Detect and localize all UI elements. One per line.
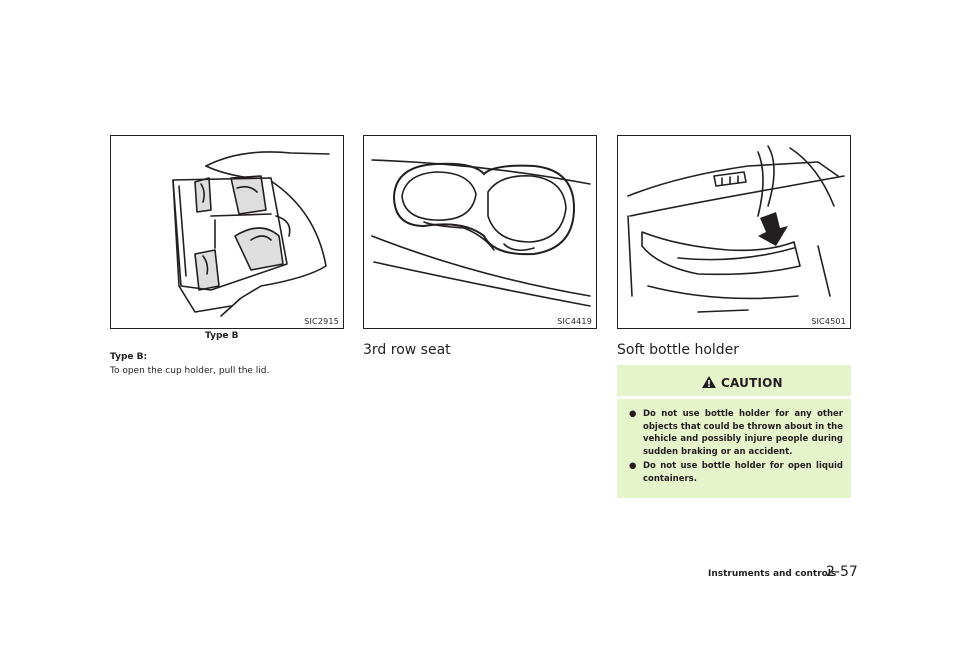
- caution-item: ● Do not use bottle holder for any other objects that could be thrown about in the vehicle and possibly injure people during sudden braking or an accident.: [629, 409, 843, 457]
- figure-code: SIC4501: [811, 317, 846, 326]
- bullet: ●: [629, 461, 637, 471]
- type-b-label: Type B:: [110, 352, 148, 362]
- figure-3rd-row-cup-holders: [363, 135, 597, 329]
- caution-item: ● Do not use bottle holder for open liquid containers.: [629, 461, 843, 484]
- page-number: 2-57: [826, 564, 858, 580]
- heading-3rd-row-seat: 3rd row seat: [363, 342, 451, 358]
- heading-soft-bottle-holder: Soft bottle holder: [617, 342, 740, 358]
- third-row-cup-holder-illustration: [364, 136, 596, 328]
- figure-code: SIC4419: [557, 317, 592, 326]
- type-b-instruction: To open the cup holder, pull the lid.: [110, 366, 270, 376]
- figure-soft-bottle-holder: [617, 135, 851, 329]
- caution-title: CAUTION: [721, 376, 783, 390]
- figure-code: SIC2915: [304, 317, 339, 326]
- cup-holder-illustration: [111, 136, 343, 328]
- bottle-holder-illustration: [618, 136, 850, 328]
- footer-section-title: Instruments and controls: [708, 569, 837, 579]
- bullet: ●: [629, 409, 637, 419]
- caution-box: [617, 365, 851, 498]
- warning-triangle-icon: [701, 375, 717, 389]
- figure-caption: Type B: [205, 331, 239, 341]
- figure-cup-holder-type-b: [110, 135, 344, 329]
- caution-header: [617, 365, 851, 399]
- arrow-down-icon: [758, 212, 788, 246]
